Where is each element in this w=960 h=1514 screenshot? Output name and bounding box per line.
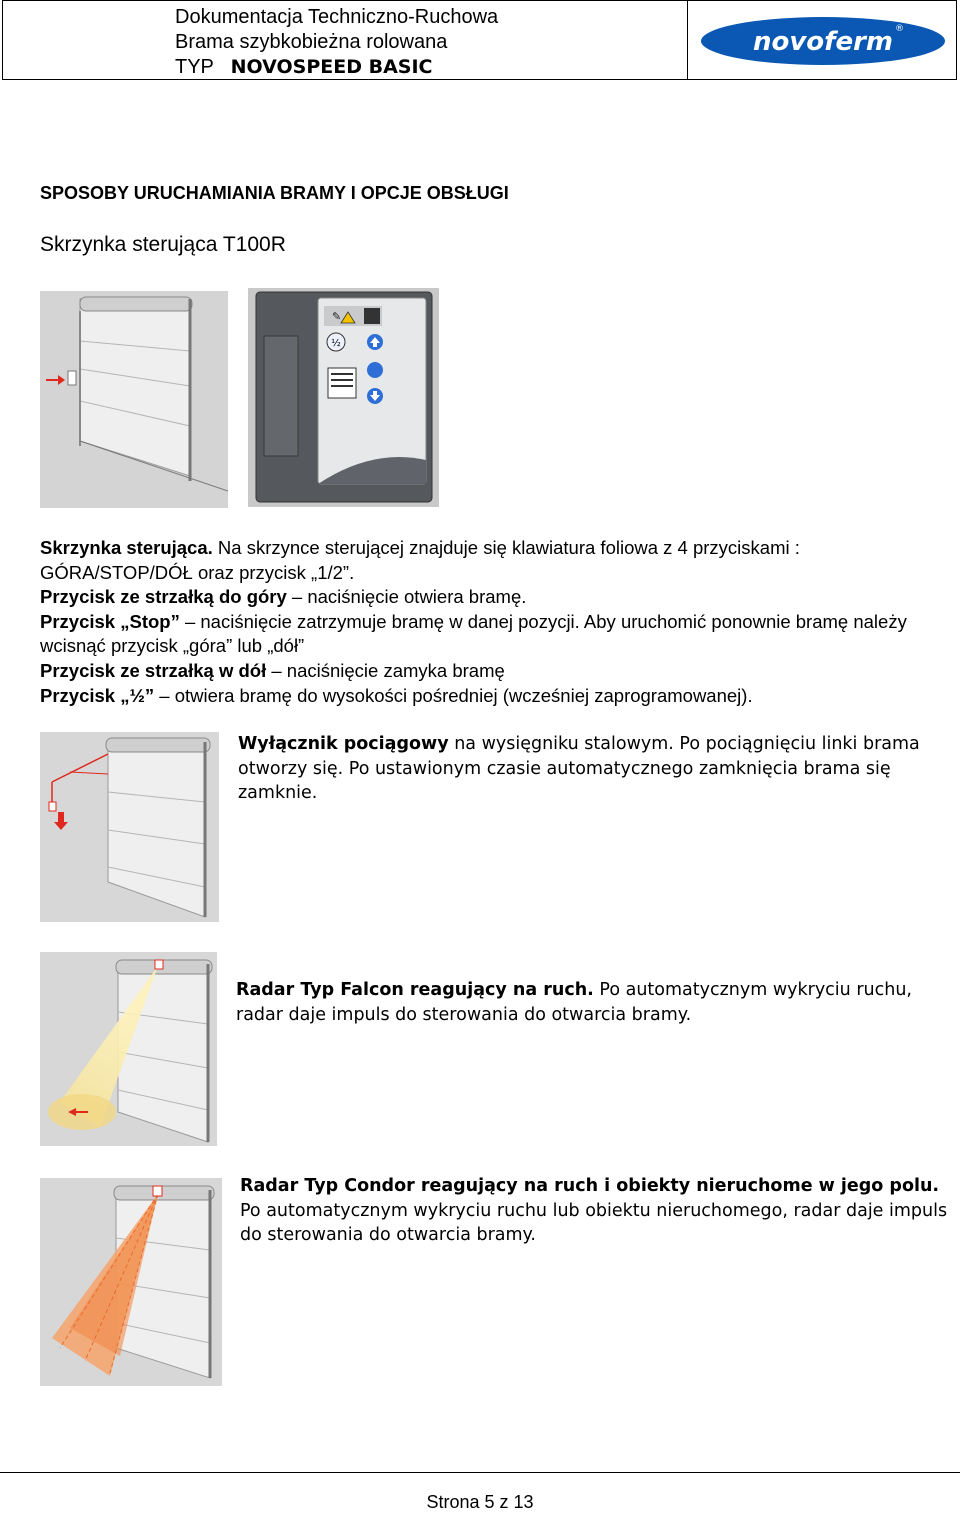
section1-bold5: Przycisk „½” — [40, 684, 155, 706]
page-title: SPOSOBY URUCHAMIANIA BRAMY I OPCJE OBSŁUGI — [40, 183, 509, 203]
svg-text:®: ® — [895, 24, 904, 34]
section1-text2: – naciśnięcie otwiera bramę. — [286, 586, 527, 608]
section-condor-radar-text — [240, 1174, 955, 1248]
section-control-box-text — [40, 536, 940, 708]
footer-divider — [0, 1472, 960, 1473]
page-subtitle: Skrzynka sterująca T100R — [40, 233, 286, 256]
svg-text:½: ½ — [331, 338, 341, 349]
section1-bold3: Przycisk „Stop” — [40, 610, 180, 632]
section1-text3b: Aby uruchomić ponownie bramę należy wcisnąć przycisk „góra” lub „dół” — [40, 610, 907, 657]
header-title-block — [3, 1, 688, 79]
control-box-t100r-image — [248, 288, 439, 507]
section-falcon-radar-text — [236, 978, 948, 1027]
section1-text5: – otwiera bramę do wysokości pośredniej (wcześniej zaprogramowanej). — [154, 684, 753, 706]
section1-text1: Na skrzynce sterującej znajduje się klawiatura foliowa z 4 przyciskami : GÓRA/STOP/DÓŁ oraz przycisk „1/2”. — [40, 537, 800, 583]
section-pull-switch-text — [238, 732, 948, 806]
section1-text3: – naciśnięcie zatrzymuje bramę w danej pozycji. — [179, 610, 580, 632]
section4-bold: Radar Typ Condor reagujący na ruch i obiekty nieruchome w jego polu. — [240, 1176, 940, 1196]
header-typ-value: NOVOSPEED BASIC — [230, 56, 433, 78]
svg-text:novoferm: novoferm — [752, 27, 894, 57]
page-header — [2, 0, 957, 80]
svg-text:✎: ✎ — [332, 310, 342, 323]
door-with-control-box-image — [40, 291, 228, 508]
novoferm-logo — [699, 15, 947, 67]
pull-switch-door-image — [40, 732, 219, 922]
falcon-radar-door-image — [40, 952, 217, 1146]
section1-bold2: Przycisk ze strzałką do góry — [40, 586, 287, 608]
condor-radar-door-image — [40, 1178, 222, 1386]
section1-bold1: Skrzynka sterująca. — [40, 537, 213, 558]
section3-text: Po automatycznym wykryciu ruchu, radar daje impuls do sterowania do otwarcia bramy. — [236, 980, 912, 1025]
header-line3 — [175, 55, 687, 80]
section3-bold: Radar Typ Falcon reagujący na ruch. — [236, 980, 594, 1000]
section1-text4: – naciśnięcie zamyka bramę — [266, 659, 505, 681]
header-typ-label: TYP — [175, 56, 214, 78]
page-number: Strona 5 z 13 — [426, 1492, 534, 1512]
header-line1: Dokumentacja Techniczno-Ruchowa — [175, 6, 499, 28]
section1-bold4: Przycisk ze strzałką w dół — [40, 659, 267, 681]
section4-text: Po automatycznym wykryciu ruchu lub obiektu nieruchomego, radar daje impuls do sterowania do otwarcia bramy. — [240, 1200, 948, 1245]
header-line2: Brama szybkobieżna rolowana — [175, 31, 448, 53]
section2-text: na wysięgniku stalowym. Po pociągnięciu linki brama otworzy się. Po ustawionym czasie automatycznego zamknięcia brama się zamknie. — [238, 734, 920, 803]
section2-bold: Wyłącznik pociągowy — [238, 734, 449, 754]
